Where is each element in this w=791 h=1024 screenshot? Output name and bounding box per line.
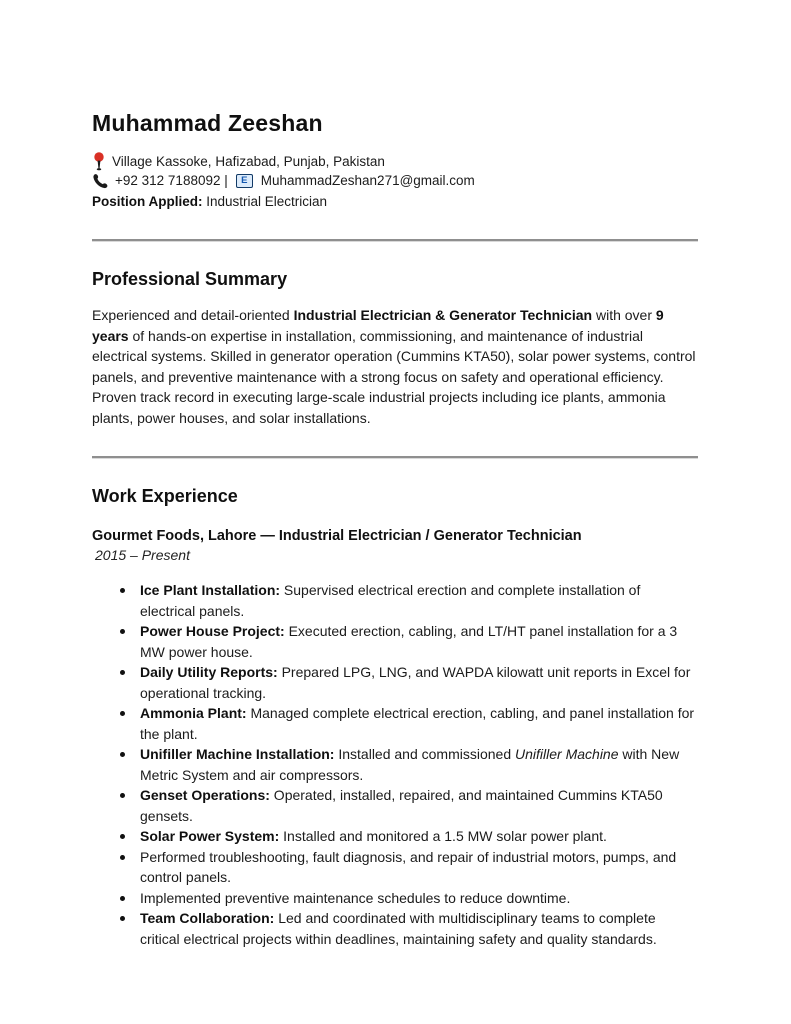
phone-icon (92, 173, 109, 189)
page-title: Muhammad Zeeshan (92, 110, 323, 136)
experience-bullet: Unifiller Machine Installation: Installed and commissioned Unifiller Machine with New Metric System and air compressors. (92, 744, 698, 785)
experience-bullet: Ice Plant Installation: Supervised electrical erection and complete installation of electrical panels. (92, 580, 698, 621)
email-icon: E (236, 174, 253, 188)
bullet-icon (120, 629, 125, 634)
summary-bold-role: Industrial Electrician & Generator Technician (293, 307, 593, 323)
bullet-icon (120, 752, 125, 757)
experience-bullet: Implemented preventive maintenance schedules to reduce downtime. (92, 888, 698, 909)
resume-content (92, 0, 698, 949)
position-applied-row (92, 192, 698, 211)
bullet-icon (120, 916, 125, 921)
position-applied-label: Position Applied: (92, 194, 203, 209)
summary-text-part: Experienced and detail-oriented (92, 307, 294, 323)
employment-dates: 2015 – Present (95, 547, 190, 563)
email-text: MuhammadZeshan271@gmail.com (260, 173, 475, 188)
bullet-icon (120, 588, 125, 593)
contact-phone-email-row (92, 171, 698, 190)
summary-heading: Professional Summary (92, 269, 288, 289)
experience-bullet-list (92, 580, 698, 949)
contact-block (92, 152, 698, 211)
summary-text-part: of hands-on expertise in installation, commissioning, and maintenance of industrial electrical systems. Skilled in generator operation (Cummins KTA50), solar power systems, control panels, and preventive maintenance with a strong focus on safety and operational efficiency. Proven track record in executing large-scale industrial projects including ice plants, ammonia plants, power houses, and solar installations. (92, 327, 696, 426)
bullet-icon (120, 711, 125, 716)
bullet-icon (120, 793, 125, 798)
company-role-line: Gourmet Foods, Lahore — Industrial Electrician / Generator Technician (92, 528, 582, 544)
experience-heading: Work Experience (92, 486, 238, 506)
experience-bullet: Team Collaboration: Led and coordinated with multidisciplinary teams to complete critical electrical projects within deadlines, maintaining safety and quality standards. (92, 908, 698, 949)
summary-bold-years: 9 years (92, 307, 664, 344)
bullet-icon (120, 855, 125, 860)
experience-bullet: Genset Operations: Operated, installed, repaired, and maintained Cummins KTA50 gensets. (92, 785, 698, 826)
experience-bullet: Power House Project: Executed erection, cabling, and LT/HT panel installation for a 3 MW power house. (92, 621, 698, 662)
phone-text: +92 312 7188092 | (115, 173, 228, 188)
contact-location-row (92, 152, 698, 171)
experience-bullet: Performed troubleshooting, fault diagnosis, and repair of industrial motors, pumps, and control panels. (92, 847, 698, 888)
position-applied-value: Industrial Electrician (202, 194, 328, 209)
summary-paragraph (92, 305, 698, 428)
experience-bullet: Ammonia Plant: Managed complete electrical erection, cabling, and panel installation for the plant. (92, 703, 698, 744)
location-pin-icon (92, 152, 106, 171)
bullet-icon (120, 670, 125, 675)
bullet-icon (120, 834, 125, 839)
section-divider (92, 239, 698, 242)
bullet-icon (120, 896, 125, 901)
summary-text-part: with over (592, 307, 656, 323)
location-text: Village Kassoke, Hafizabad, Punjab, Pakistan (112, 154, 385, 169)
experience-bullet: Daily Utility Reports: Prepared LPG, LNG, and WAPDA kilowatt unit reports in Excel for operational tracking. (92, 662, 698, 703)
section-divider (92, 456, 698, 459)
experience-bullet: Solar Power System: Installed and monitored a 1.5 MW solar power plant. (92, 826, 698, 847)
